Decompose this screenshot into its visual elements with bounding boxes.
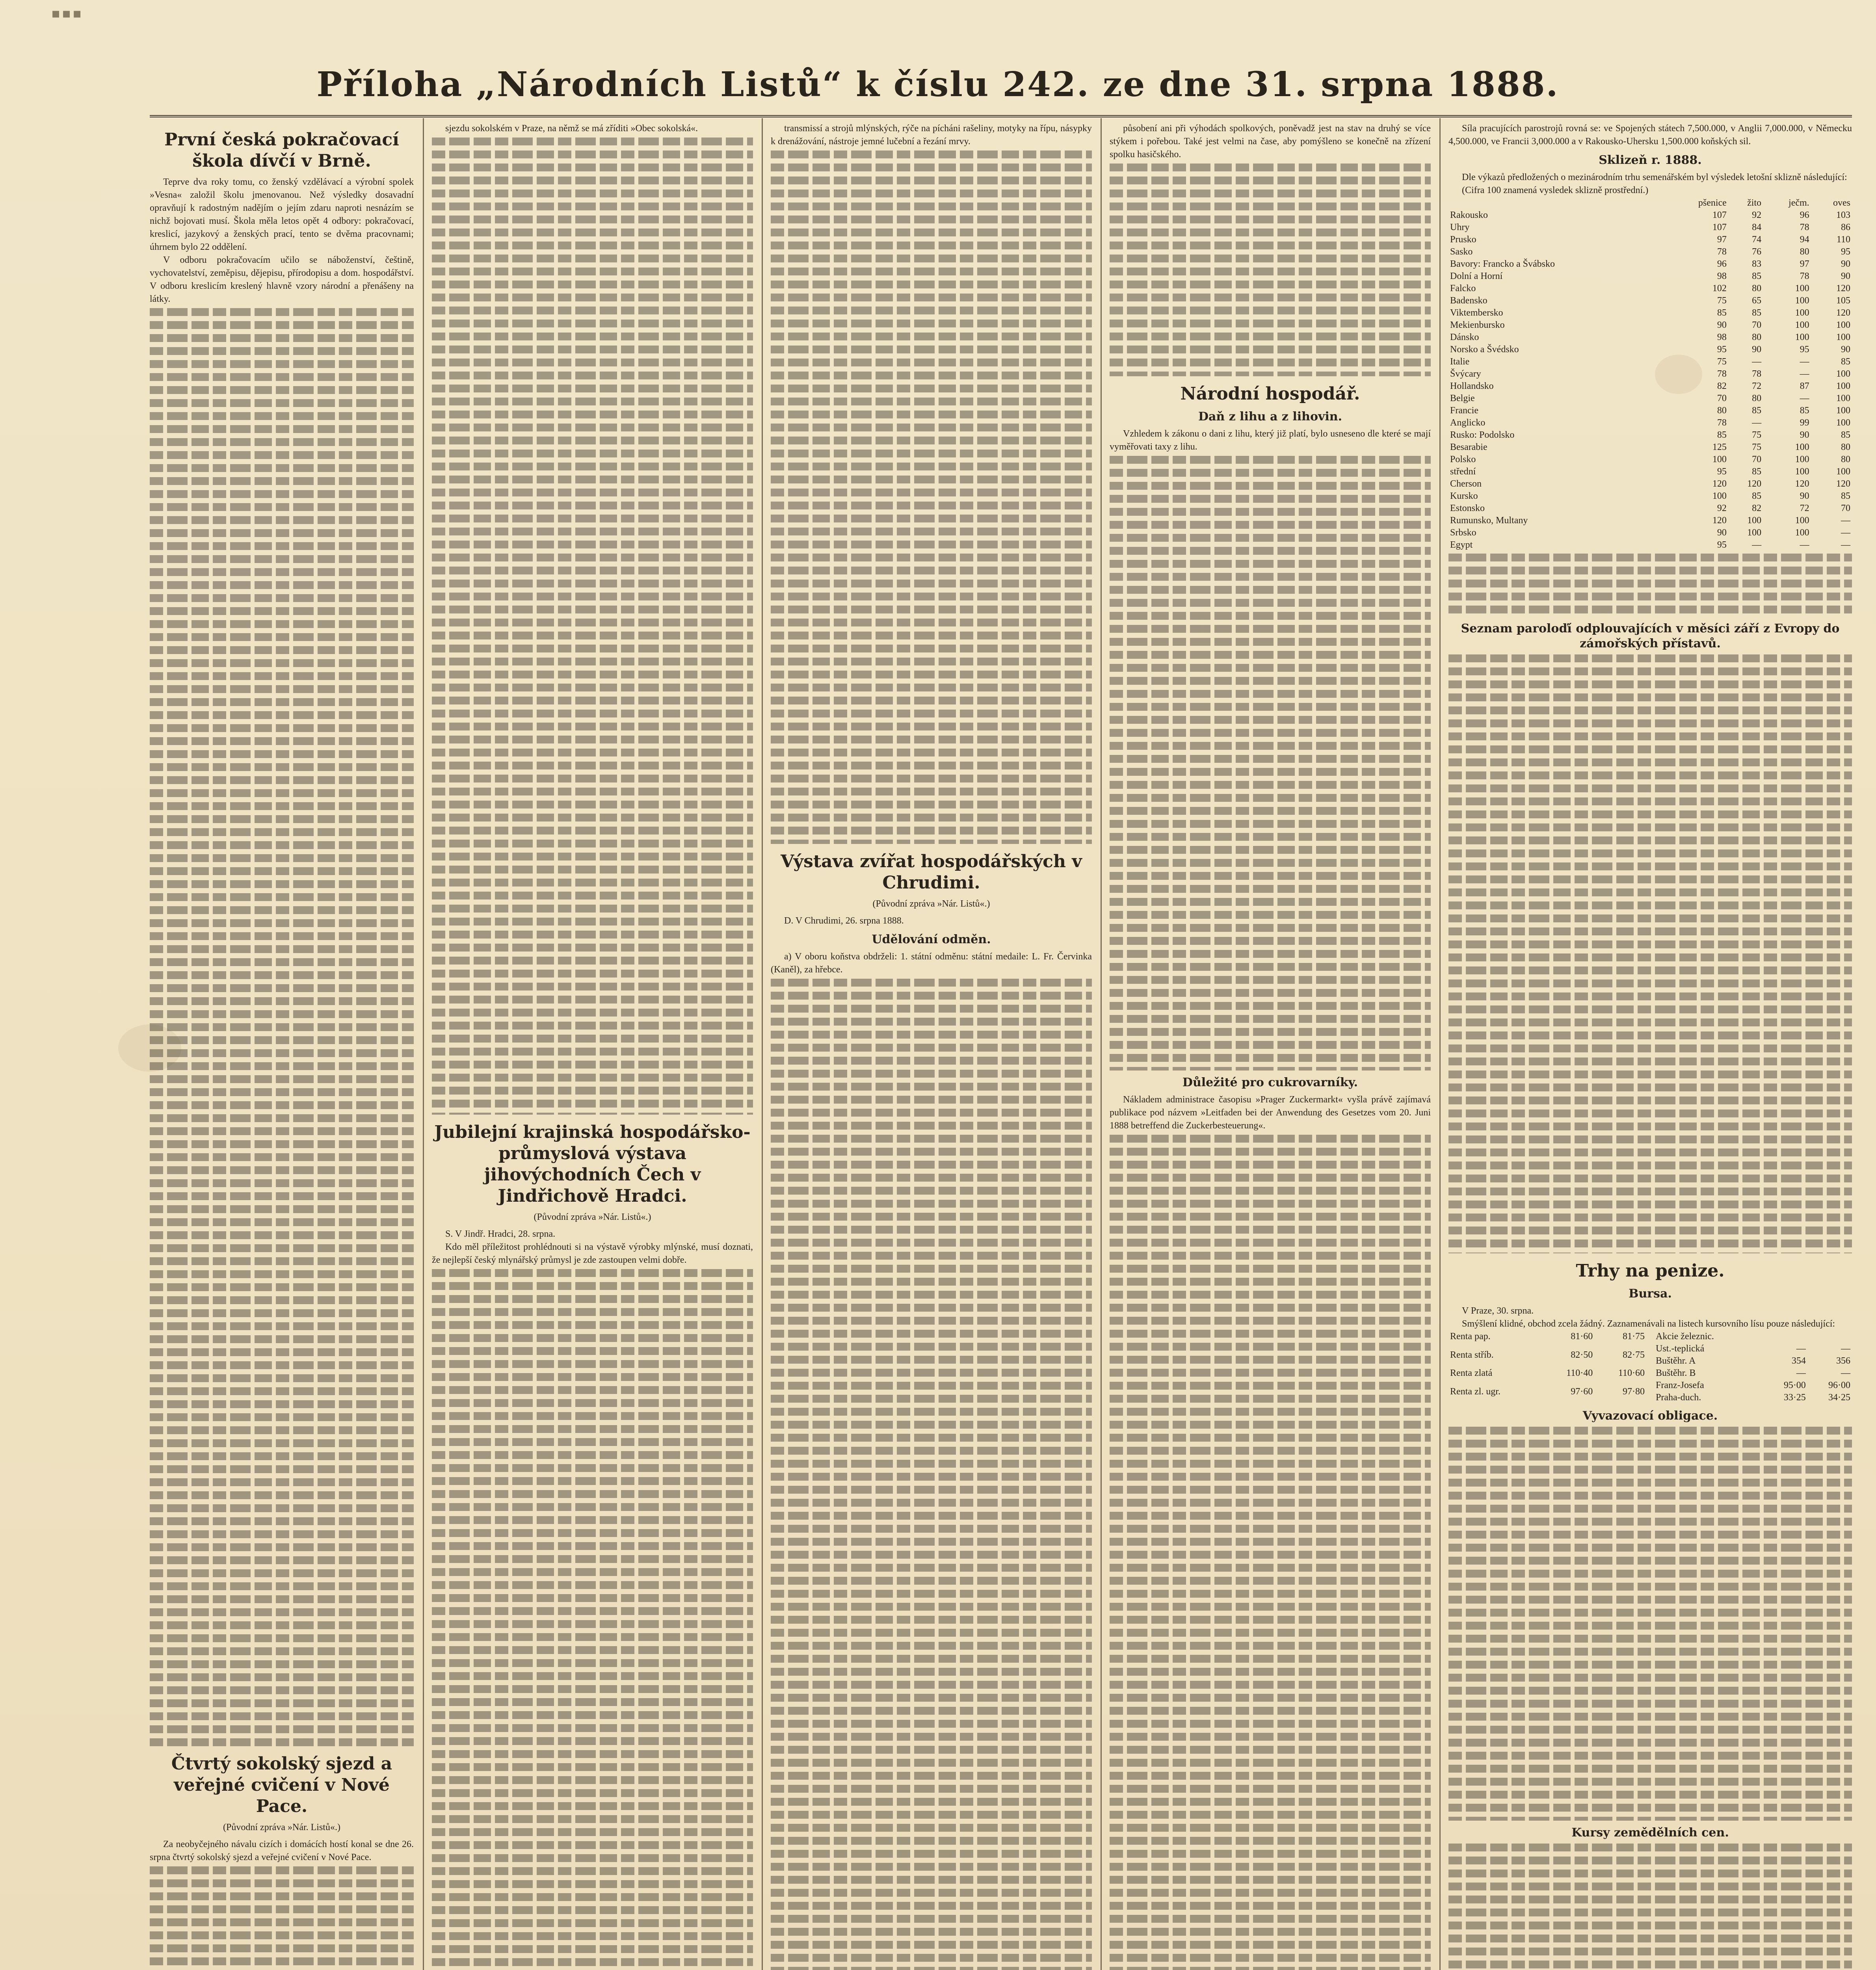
table-cell: 85 [1752,466,1762,477]
table-cell: 90 [1841,344,1850,355]
table-cell: 120 [1795,479,1809,489]
table-cell: 80 [1841,454,1850,465]
table-cell: 85 [1841,357,1850,367]
article-body-text [771,151,1092,844]
table-cell: 97 [1800,259,1809,269]
harvest-row [1448,331,1852,344]
harvest-row [1448,539,1852,551]
table-cell: 65 [1752,296,1762,306]
table-cell: 120 [1712,479,1727,489]
table-cell: 120 [1836,479,1850,489]
table-cell: 100 [1795,528,1809,538]
table-header-row [1448,197,1852,209]
table-cell: 90 [1800,430,1809,440]
table-cell: Rumunsko, Multany [1450,515,1528,526]
table-cell: 85 [1841,491,1850,501]
table-cell: 95·00 [1783,1380,1806,1390]
table-cell: Rakousko [1450,210,1488,220]
table-cell: 34·25 [1828,1392,1850,1403]
harvest-row [1448,490,1852,502]
table-cell: 97 [1717,234,1727,245]
article-body-text [150,1866,414,1970]
harvest-row [1448,344,1852,356]
table-cell: — [1841,1368,1850,1378]
table-cell: 75 [1752,430,1762,440]
table-cell: 95 [1800,344,1809,355]
table-cell: 97·60 [1571,1386,1593,1397]
table-cell: Ust.-teplická [1656,1344,1705,1354]
table-cell: 107 [1712,210,1727,220]
article-paragraph: Za neobyčejného návalu cizích i domácích hostí konal se dne 26. srpna čtvrtý sokolský sjezd a veřejné cvičení v Nové Pace. [150,1839,414,1862]
article-paragraph: Kdo měl příležitost prohlédnouti si na výstavě výrobky mlýnské, musí doznati, že nejlepší český mlynářský průmysl je zde zastoupen velmi dobře. [432,1242,753,1265]
table-cell: 94 [1800,234,1809,245]
article-body-text [1448,1844,1852,1970]
table-cell: 100 [1712,491,1727,501]
table-cell: Dánsko [1450,332,1479,342]
table-cell: Estonsko [1450,503,1485,513]
table-cell: 78 [1717,369,1727,379]
article-body-text [1110,164,1431,376]
table-cell: 70 [1717,393,1727,403]
table-cell: 100 [1836,369,1850,379]
bourse-row [1654,1367,1852,1379]
table-cell: 90 [1717,528,1727,538]
article-paragraph: Síla pracujících parostrojů rovná se: ve Spojených státech 7,500.000, v Anglii 7,000.000, v Německu 4,500.000, ve Francii 3,000.000 a v Rakousko-Uhersku 1,500.000 koňských sil. [1448,123,1852,147]
article-heading: Výstava zvířat hospodářských v Chrudimi. [781,851,1082,893]
table-cell: 96 [1717,259,1727,269]
table-cell: 33·25 [1783,1392,1806,1403]
article-body-text [771,979,1092,1970]
article-byline: (Původní zpráva »Nár. Listů«.) [534,1212,651,1222]
table-cell: — [1800,357,1809,367]
table-cell: 75 [1752,442,1762,452]
table-cell: Italie [1450,357,1470,367]
table-cell: 76 [1752,247,1762,257]
article-body-text [150,308,414,1746]
article-dateline: V Praze, 30. srpna. [1462,1306,1534,1316]
section-heading: Národní hospodář. [1180,384,1360,404]
article-paragraph: Smýšlení klidné, obchod zcela žádný. Zaznamenávali na listech kursovního lísu pouze následující: [1462,1319,1835,1329]
table-cell: Hollandsko [1450,381,1494,391]
article-byline: (Původní zpráva »Nár. Listů«.) [223,1822,340,1832]
article-paragraph: Teprve dva roky tomu, co ženský vzdělávací a výrobní spolek »Vesna« založil školu jmenovanou. Než výsledky dosavadní opravňují k radostným nadějím o jejím zdaru naproti nesnázím se nichž bojovati musí. Škola měla letos opět 4 odbory: pokračovací, kreslicí, jazykový a ženských prací, tento se dvěma pracovnami; úhrnem bylo 22 oddělení. [150,177,414,252]
table-cell: 80 [1752,332,1762,342]
table-cell: Norsko a Švédsko [1450,344,1519,355]
table-cell: 100 [1836,405,1850,416]
table-cell: 85 [1841,430,1850,440]
table-cell: Buštěhr. A [1656,1356,1696,1366]
table-cell: 95 [1717,466,1727,477]
table-cell: 78 [1800,222,1809,232]
table-cell: Renta zlatá [1450,1368,1493,1378]
table-cell: 100 [1836,393,1850,403]
article-body-text [1448,654,1852,1253]
table-cell: Cherson [1450,479,1482,489]
table-cell: 72 [1800,503,1809,513]
table-cell: 105 [1836,296,1850,306]
article-subheading: Seznam paroloďí odplouvajících v měsíci září z Evropy do zámořských přístavů. [1461,622,1840,650]
table-cell: — [1841,1344,1850,1354]
table-header-cell: pšenice [1698,198,1727,208]
article-paragraph: transmissí a strojů mlýnských, rýče na pícháni rašeliny, motyky na řípu, násypky k drenážování, nástroje jemné lučební a řezání mrvy. [771,123,1092,147]
table-cell: Badensko [1450,296,1487,306]
table-cell: — [1752,418,1762,428]
table-cell: — [1800,540,1809,550]
table-cell: 100 [1795,466,1809,477]
table-cell: Anglicko [1450,418,1486,428]
table-cell: 90 [1717,320,1727,330]
table-cell: Buštěhr. B [1656,1368,1696,1378]
table-cell: 90 [1800,491,1809,501]
column-2 [432,122,753,1970]
harvest-row [1448,441,1852,453]
table-cell: Francie [1450,405,1478,416]
table-cell: Dolní a Horní [1450,271,1503,281]
article-heading: První česká pokračovací škola dívčí v Brně. [164,130,399,171]
column-divider [1101,118,1102,1970]
table-cell: 100 [1795,332,1809,342]
table-cell: 354 [1791,1356,1806,1366]
table-cell: 84 [1752,222,1762,232]
bourse-row [1654,1343,1852,1355]
table-cell: 99 [1800,418,1809,428]
table-cell: Srbsko [1450,528,1476,538]
table-cell: 110·60 [1618,1368,1645,1378]
article-paragraph: a) V oboru koňstva obdrželi: 1. státní odměnu: státní medaile: L. Fr. Červinka (Kaněl), za hřebce. [771,952,1092,975]
table-cell: Bavory: Francko a Švábsko [1450,259,1555,269]
table-cell: 70 [1841,503,1850,513]
table-cell: 90 [1841,271,1850,281]
masthead-rule [150,115,1852,117]
table-cell: 78 [1752,369,1762,379]
table-cell: 97·80 [1623,1386,1645,1397]
table-cell: 107 [1712,222,1727,232]
harvest-table [1448,197,1852,551]
table-cell: 98 [1717,271,1727,281]
harvest-row [1448,417,1852,429]
table-cell: 80 [1752,393,1762,403]
table-cell: — [1752,357,1762,367]
table-cell: 85 [1752,491,1762,501]
table-cell: 100 [1836,332,1850,342]
table-cell: 100 [1795,296,1809,306]
column-3 [771,122,1092,1970]
table-cell: 78 [1717,418,1727,428]
table-cell: Renta stříb. [1450,1349,1494,1360]
table-cell: 95 [1841,247,1850,257]
table-cell: 120 [1712,515,1727,526]
bourse-tables [1448,1331,1852,1404]
table-cell: střední [1450,466,1476,477]
bourse-row [1448,1386,1646,1404]
bourse-row [1448,1349,1646,1368]
table-cell: 85 [1717,430,1727,440]
table-cell: 85 [1800,405,1809,416]
table-cell: 82 [1717,381,1727,391]
article-heading: Čtvrtý sokolský sjezd a veřejné cvičení v Nové Pace. [171,1754,392,1816]
article-body-text [1110,1135,1431,1970]
harvest-row [1448,307,1852,319]
table-cell: 92 [1752,210,1762,220]
bourse-row [1448,1331,1646,1349]
harvest-row [1448,466,1852,478]
table-cell: — [1800,393,1809,403]
table-cell: 95 [1717,540,1727,550]
table-cell: Sasko [1450,247,1473,257]
table-cell: 85 [1752,271,1762,281]
table-cell: Švýcary [1450,369,1481,379]
harvest-row [1448,515,1852,527]
table-cell: 100 [1747,528,1762,538]
column-divider [1439,118,1441,1970]
column-4 [1110,122,1431,1970]
table-cell: 83 [1752,259,1762,269]
article-paragraph: V odboru pokračovacím učilo se náboženství, češtině, vychovatelství, zeměpisu, dějepisu, přírodopisu a dom. hospodářství. V odboru kreslicím kreslený hlavně vzory národní a přenášeny na látky. [150,255,414,304]
table-cell: Mekienbursko [1450,320,1505,330]
table-cell: 100 [1836,466,1850,477]
article-subheading: Vyvazovací obligace. [1582,1409,1718,1423]
article-byline: (Původní zpráva »Nár. Listů«.) [872,899,990,909]
table-cell: 74 [1752,234,1762,245]
table-cell: 75 [1717,296,1727,306]
bourse-table-left [1448,1331,1646,1404]
table-cell: 92 [1717,503,1727,513]
table-cell: 96·00 [1828,1380,1850,1390]
table-cell: Viktembersko [1450,308,1503,318]
table-cell: — [1841,540,1850,550]
table-cell: 85 [1752,405,1762,416]
section-heading: Trhy na penize. [1576,1261,1725,1281]
table-cell: Rusko: Podolsko [1450,430,1515,440]
harvest-row [1448,502,1852,515]
article-body-text [1448,554,1852,617]
masthead-title: Příloha „Národních Listů“ k číslu 242. ze dne 31. srpna 1888. [316,65,1559,104]
table-cell: 80 [1800,247,1809,257]
table-cell: 100 [1836,418,1850,428]
harvest-row [1448,319,1852,331]
article-subheading: Důležité pro cukrovarníky. [1182,1076,1358,1089]
table-cell: 125 [1712,442,1727,452]
table-cell: 80 [1717,405,1727,416]
table-note: (Cifra 100 znamená vysledek sklizně prostřední.) [1462,185,1649,195]
table-cell: 98 [1717,332,1727,342]
table-cell [1807,1331,1852,1343]
bourse-row [1654,1392,1852,1404]
article-subheading: Bursa. [1629,1287,1672,1301]
harvest-row [1448,270,1852,282]
table-cell: 96 [1800,210,1809,220]
table-cell: 90 [1752,344,1762,355]
article-body-text [1110,456,1431,1070]
harvest-row [1448,282,1852,295]
column-divider [423,118,424,1970]
article-paragraph: Dle výkazů předložených o mezinárodním trhu semenářském byl výsledek letošní sklizně následující: [1462,172,1847,182]
table-cell: 100 [1795,442,1809,452]
table-cell: 81·75 [1623,1331,1645,1342]
harvest-row [1448,295,1852,307]
table-cell: — [1752,540,1762,550]
table-cell: Falcko [1450,283,1476,294]
table-cell: 70 [1752,320,1762,330]
harvest-row [1448,380,1852,392]
table-cell: 78 [1800,271,1809,281]
article-subheading: Kursy zemědělních cen. [1571,1826,1729,1840]
table-cell: 87 [1800,381,1809,391]
table-cell: 102 [1712,283,1727,294]
table-header-cell: žito [1747,198,1762,208]
table-cell: 82·50 [1571,1349,1593,1360]
article-paragraph: Nákladem administrace časopisu »Prager Zuckermarkt« vyšla právě zajímavá publikace pod názvem »Leitfaden bei der Anwendung des Gesetzes vom 20. Juni 1888 betreffend die Zuckerbesteuerung«. [1110,1095,1431,1131]
harvest-row [1448,258,1852,270]
bourse-table-right [1654,1331,1852,1404]
table-cell: 356 [1836,1356,1850,1366]
table-cell: Belgie [1450,393,1475,403]
article-dateline: S. V Jindř. Hradci, 28. srpna. [445,1229,556,1239]
harvest-row [1448,209,1852,221]
article-paragraph: Vzhledem k zákonu o dani z lihu, který již platí, bylo usneseno dle které se mají vyměřovati taxy z lihu. [1110,429,1431,452]
table-cell: 95 [1717,344,1727,355]
table-header-cell: oves [1833,198,1850,208]
table-cell: — [1796,1368,1806,1378]
column-5 [1448,122,1852,1970]
harvest-row [1448,368,1852,380]
table-cell: 120 [1836,308,1850,318]
article-body-text [432,1269,753,1970]
table-cell: 110 [1836,234,1850,245]
bourse-row [1448,1367,1646,1386]
table-cell: 100 [1795,515,1809,526]
article-subheading: Udělování odměn. [872,933,991,946]
scan-stamp: ▪▪▪ [51,6,84,21]
table-cell: 85 [1717,308,1727,318]
article-dateline: D. V Chrudimi, 26. srpna 1888. [784,916,904,926]
table-cell: 110·40 [1566,1368,1593,1378]
article-body-text [1448,1427,1852,1821]
article-body-text [432,138,753,1115]
table-cell: 120 [1836,283,1850,294]
table-cell: 80 [1752,283,1762,294]
table-cell: — [1796,1344,1806,1354]
table-cell: 78 [1717,247,1727,257]
table-cell: Polsko [1450,454,1476,465]
table-cell: 70 [1752,454,1762,465]
table-cell: — [1841,528,1850,538]
table-cell: 72 [1752,381,1762,391]
table-cell: 80 [1841,442,1850,452]
harvest-row [1448,453,1852,466]
table-cell: 103 [1836,210,1850,220]
table-cell: 100 [1795,454,1809,465]
table-cell: 75 [1717,357,1727,367]
table-cell: 100 [1836,320,1850,330]
harvest-row [1448,478,1852,490]
table-cell: 86 [1841,222,1850,232]
table-cell: Renta pap. [1450,1331,1491,1342]
table-cell: 100 [1747,515,1762,526]
bourse-row [1654,1379,1852,1392]
column-1 [150,122,414,1970]
article-paragraph: sjezdu sokolském v Praze, na němž se má zříditi »Obec sokolská«. [445,123,698,134]
table-cell: Besarabie [1450,442,1487,452]
article-paragraph: působení ani při výhodách spolkových, poněvadž jest na stav na druhý se více stýkem i pořebou. Také jest velmi na čase, aby pomýšleno se konečně na zřízení spolku hasičského. [1110,123,1431,160]
table-cell: Uhry [1450,222,1470,232]
table-cell: 100 [1712,454,1727,465]
table-header-cell [1448,197,1665,209]
harvest-row [1448,356,1852,368]
table-cell: 100 [1836,381,1850,391]
table-cell: 100 [1795,320,1809,330]
table-cell: Akcie železnic. [1656,1331,1714,1342]
table-cell: Franz-Josefa [1656,1380,1704,1390]
column-divider [762,118,763,1970]
harvest-row [1448,246,1852,258]
table-cell [1763,1331,1807,1343]
harvest-row [1448,392,1852,405]
article-heading: Jubilejní krajinská hospodářsko-průmyslová výstava jihovýchodních Čech v Jindřichově Hradci. [434,1122,751,1206]
bourse-row [1654,1331,1852,1343]
table-cell: — [1841,515,1850,526]
table-cell: 82 [1752,503,1762,513]
table-cell: 81·60 [1571,1331,1593,1342]
table-cell: Egypt [1450,540,1473,550]
harvest-row [1448,429,1852,441]
table-cell: Praha-duch. [1656,1392,1701,1403]
table-cell: 90 [1841,259,1850,269]
table-cell: 82·75 [1623,1349,1645,1360]
table-cell: Prusko [1450,234,1476,245]
table-cell: Renta zl. ugr. [1450,1386,1500,1397]
table-cell: Kursko [1450,491,1478,501]
bourse-row [1654,1355,1852,1367]
table-cell: 100 [1795,283,1809,294]
table-header-cell: ječm. [1789,198,1809,208]
harvest-row [1448,221,1852,234]
article-subheading: Sklizeň r. 1888. [1599,153,1702,167]
harvest-row [1448,234,1852,246]
table-cell: 100 [1795,308,1809,318]
table-cell: 120 [1747,479,1762,489]
harvest-row [1448,527,1852,539]
harvest-row [1448,405,1852,417]
table-cell: 85 [1752,308,1762,318]
article-subheading: Daň z lihu a z lihovin. [1198,410,1342,424]
table-cell: — [1800,369,1809,379]
